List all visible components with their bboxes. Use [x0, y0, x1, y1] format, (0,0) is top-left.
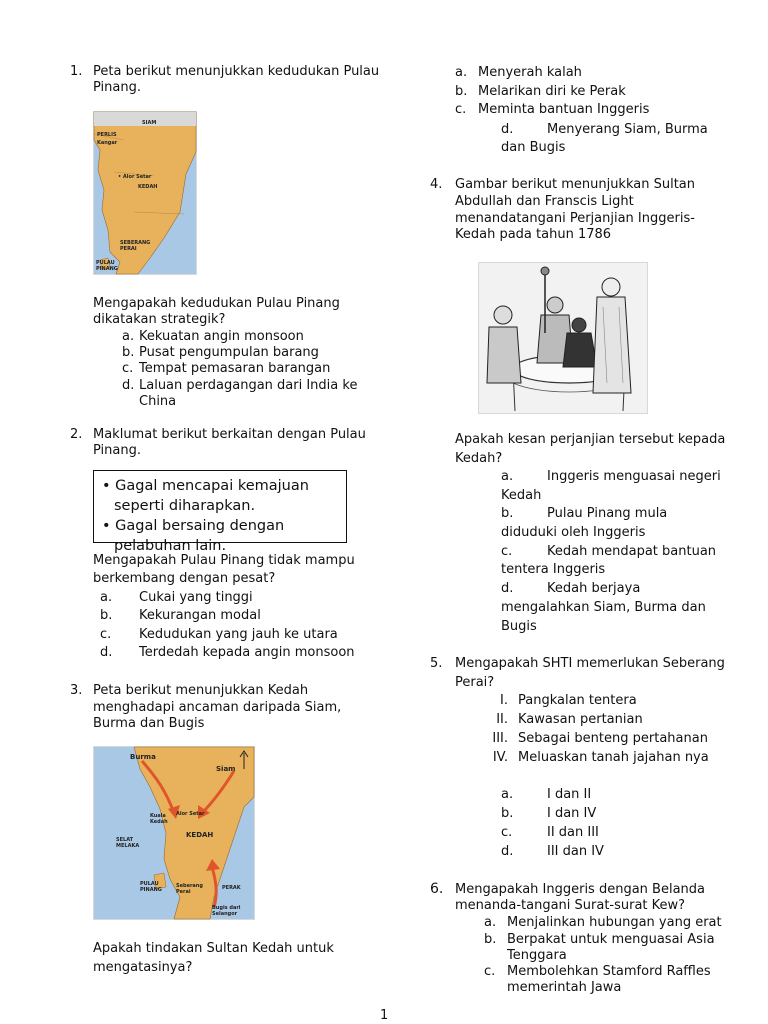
q6-option-b: Berpakat untuk menguasai Asia	[507, 932, 715, 947]
q5-item-4-key: IV.	[492, 750, 508, 765]
q5-stem-line2: Perai?	[455, 675, 495, 690]
q1-option-d: Laluan perdagangan dari India ke	[139, 378, 358, 393]
q3-option-c-key: c.	[455, 102, 467, 117]
q3-option-a: Menyerah kalah	[478, 65, 582, 80]
q4-option-a: Inggeris menguasai negeri	[547, 469, 721, 484]
q5-item-3-key: III.	[492, 731, 508, 746]
q3-stem-line2: menghadapi ancaman daripada Siam,	[93, 700, 342, 715]
q5-item-4: Meluaskan tanah jajahan nya	[518, 750, 709, 765]
q6-stem-line1: Mengapakah Inggeris dengan Belanda	[455, 882, 705, 897]
q4-option-d-key: d.	[501, 581, 514, 596]
q3-map-label-perak: PERAK	[222, 885, 241, 891]
q2-question-line1: Mengapakah Pulau Pinang tidak mampu	[93, 553, 355, 568]
q4-option-c-cont: tentera Inggeris	[501, 562, 606, 577]
q1-map-label-kedah: KEDAH	[138, 184, 158, 190]
q5-item-2-key: II.	[496, 712, 508, 727]
q5-number: 5.	[430, 656, 443, 671]
q3-option-d-cont: dan Bugis	[501, 140, 566, 155]
q5-option-b-key: b.	[501, 806, 514, 821]
q4-stem-line1: Gambar berikut menunjukkan Sultan	[455, 177, 696, 192]
q4-option-a-key: a.	[501, 469, 514, 484]
q1-map-label-alorsetar: • Alor Setar	[118, 174, 152, 180]
q1-stem-line2: Pinang.	[93, 80, 141, 95]
q1-option-b: Pusat pengumpulan barang	[139, 345, 319, 360]
q2-option-a-key: a.	[100, 590, 113, 605]
q4-option-c-key: c.	[501, 544, 513, 559]
q4-option-b-cont: diduduki oleh Inggeris	[501, 525, 646, 540]
q1-option-c: Tempat pemasaran barangan	[139, 361, 331, 376]
q3-map-label-pulau: PULAU PINANG	[140, 881, 162, 893]
q2-option-b-key: b.	[100, 608, 113, 623]
q6-option-b-key: b.	[484, 932, 497, 947]
q3-map-label-seberang: Seberang Perai	[176, 883, 203, 895]
q3-option-c: Meminta bantuan Inggeris	[478, 102, 650, 117]
q2-stem-line1: Maklumat berikut berkaitan dengan Pulau	[93, 427, 366, 442]
q2-option-b: Kekurangan modal	[139, 608, 261, 623]
q1-number: 1.	[70, 64, 83, 79]
q1-question-line2: dikatakan strategik?	[93, 312, 226, 327]
q1-option-b-key: b.	[122, 345, 135, 360]
q1-map-label-perlis: PERLIS	[97, 132, 117, 138]
q3-number: 3.	[70, 683, 83, 698]
q6-option-a-key: a.	[484, 915, 497, 930]
q2-option-d-key: d.	[100, 645, 113, 660]
q5-option-a: I dan II	[547, 787, 592, 802]
q4-option-d-cont1: mengalahkan Siam, Burma dan	[501, 600, 706, 615]
q4-stem-line2: Abdullah dan Franscis Light	[455, 194, 634, 209]
q2-info-box	[93, 470, 347, 554]
q1-question-line1: Mengapakah kedudukan Pulau Pinang	[93, 296, 340, 311]
q3-stem-line1: Peta berikut menunjukkan Kedah	[93, 683, 309, 698]
q6-option-a: Menjalinkan hubungan yang erat	[507, 915, 722, 930]
q3-map-label-selat: SELAT MELAKA	[116, 837, 140, 849]
q1-map-label-kangar: Kangar	[97, 140, 118, 146]
q2-option-c-key: c.	[100, 627, 112, 642]
q2-option-c: Kedudukan yang jauh ke utara	[139, 627, 338, 642]
q4-option-d-cont2: Bugis	[501, 619, 537, 634]
q3-question-line1: Apakah tindakan Sultan Kedah untuk	[93, 941, 334, 956]
q1-option-d-cont: China	[139, 394, 177, 409]
q6-option-c-cont: memerintah Jawa	[507, 980, 622, 995]
q1-map-penang	[93, 111, 197, 275]
q1-option-a: Kekuatan angin monsoon	[139, 329, 304, 344]
q5-option-d: III dan IV	[547, 844, 604, 859]
q4-question-line1: Apakah kesan perjanjian tersebut kepada	[455, 432, 726, 447]
q4-question-line2: Kedah?	[455, 451, 503, 466]
q3-map-label-burma: Burma	[130, 753, 156, 761]
q1-map-label-pulau: PULAU PINANG	[96, 260, 118, 272]
q2-info-bullet-1: • Gagal mencapai kemajuan seperti diharapkan.	[102, 478, 309, 514]
q6-option-b-cont: Tenggara	[507, 948, 567, 963]
q5-item-3: Sebagai benteng pertahanan	[518, 731, 708, 746]
q1-map-label-seberang: SEBERANG PERAI	[120, 240, 151, 252]
q3-option-d-key: d.	[501, 122, 514, 137]
q6-option-c-key: c.	[484, 964, 496, 979]
q4-number: 4.	[430, 177, 443, 192]
q4-option-d: Kedah berjaya	[547, 581, 641, 596]
q1-map-label-siam: SIAM	[142, 120, 157, 126]
q3-stem-line3: Burma dan Bugis	[93, 716, 205, 731]
q4-option-b-key: b.	[501, 506, 514, 521]
q2-number: 2.	[70, 427, 83, 442]
q5-option-a-key: a.	[501, 787, 514, 802]
q4-treaty-illustration	[478, 262, 648, 414]
q5-option-d-key: d.	[501, 844, 514, 859]
page-number: 1	[380, 1008, 389, 1023]
q1-option-d-key: d.	[122, 378, 135, 393]
q5-item-1-key: I.	[500, 693, 508, 708]
q4-option-a-cont: Kedah	[501, 488, 542, 503]
q3-map-label-bugis: Bugis dari Selangor	[212, 905, 241, 917]
q6-stem-line2: menanda-tangani Surat-surat Kew?	[455, 898, 686, 913]
q1-option-a-key: a.	[122, 329, 135, 344]
q3-option-b: Melarikan diri ke Perak	[478, 84, 626, 99]
q3-map-label-kedah: KEDAH	[186, 831, 214, 839]
q2-stem-line2: Pinang.	[93, 443, 141, 458]
q2-option-d: Terdedah kepada angin monsoon	[139, 645, 355, 660]
q2-info-bullet-2: • Gagal bersaing dengan pelabuhan lain.	[102, 518, 285, 554]
q4-stem-line4: Kedah pada tahun 1786	[455, 227, 612, 242]
q4-stem-line3: menandatangani Perjanjian Inggeris-	[455, 211, 695, 226]
q5-stem-line1: Mengapakah SHTI memerlukan Seberang	[455, 656, 725, 671]
q5-option-b: I dan IV	[547, 806, 597, 821]
q1-option-c-key: c.	[122, 361, 134, 376]
q4-option-b: Pulau Pinang mula	[547, 506, 668, 521]
q1-stem-line1: Peta berikut menunjukkan kedudukan Pulau	[93, 64, 380, 79]
q3-map-label-kuala: Kuala Kedah	[150, 813, 168, 825]
q2-question-line2: berkembang dengan pesat?	[93, 571, 276, 586]
q4-illustration-svg	[479, 263, 647, 413]
q6-number: 6.	[430, 881, 444, 897]
q3-map-label-alorsetar: Alor Setar	[176, 811, 205, 817]
q5-option-c-key: c.	[501, 825, 513, 840]
q6-option-c: Membolehkan Stamford Raffles	[507, 964, 711, 979]
q3-question-line2: mengatasinya?	[93, 960, 193, 975]
q5-item-2: Kawasan pertanian	[518, 712, 643, 727]
q3-map-label-siam: Siam	[216, 765, 236, 773]
q3-option-a-key: a.	[455, 65, 468, 80]
q3-option-b-key: b.	[455, 84, 468, 99]
q5-item-1: Pangkalan tentera	[518, 693, 637, 708]
q3-map-kedah	[93, 746, 255, 920]
q2-option-a: Cukai yang tinggi	[139, 590, 253, 605]
q5-option-c: II dan III	[547, 825, 599, 840]
q3-option-d: Menyerang Siam, Burma	[547, 122, 708, 137]
q4-option-c: Kedah mendapat bantuan	[547, 544, 717, 559]
